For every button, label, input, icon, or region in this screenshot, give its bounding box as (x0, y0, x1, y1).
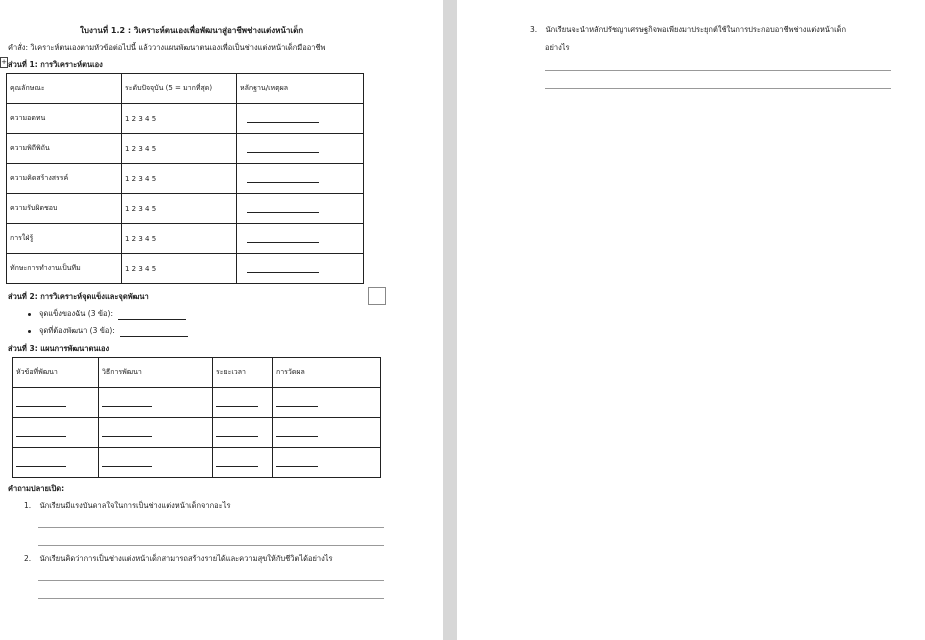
page-gap (443, 0, 457, 640)
question-3 (530, 24, 846, 36)
plan-blank[interactable] (16, 458, 66, 467)
section2-heading: ส่วนที่ 2: การวิเคราะห์จุดแข็งและจุดพัฒนา (8, 292, 149, 301)
table-row (7, 104, 364, 134)
development-plan-table (12, 357, 381, 478)
question-1 (24, 500, 231, 512)
scale-cell: 1 2 3 4 5 (122, 164, 237, 194)
table-header-cell: การวัดผล (273, 358, 381, 388)
plan-blank[interactable] (16, 398, 66, 407)
plan-cell[interactable] (273, 448, 381, 478)
table-header-cell: ระดับปัจจุบัน (5 = มากที่สุด) (122, 74, 237, 104)
question-text: นักเรียนมีแรงบันดาลใจในการเป็นช่างแต่งหน้าเด็กจากอะไร (39, 501, 231, 510)
open-questions-heading: คำถามปลายเปิด: (8, 484, 65, 493)
scale-cell: 1 2 3 4 5 (122, 224, 237, 254)
trait-cell: ความรับผิดชอบ (7, 194, 122, 224)
list-item (28, 325, 188, 337)
evidence-cell[interactable] (237, 104, 364, 134)
plan-cell[interactable] (213, 388, 273, 418)
list-item (28, 308, 186, 320)
table-move-handle-icon[interactable]: + (1, 58, 7, 66)
self-analysis-table (6, 73, 364, 284)
table-row (7, 224, 364, 254)
evidence-blank[interactable] (247, 144, 319, 153)
plan-blank[interactable] (102, 398, 152, 407)
answer-line[interactable] (38, 598, 384, 599)
plan-cell[interactable] (213, 418, 273, 448)
plan-blank[interactable] (216, 428, 258, 437)
table-row (13, 388, 381, 418)
scale-cell: 1 2 3 4 5 (122, 134, 237, 164)
table-header-row (7, 74, 364, 104)
plan-blank[interactable] (276, 428, 318, 437)
trait-cell: การใฝ่รู้ (7, 224, 122, 254)
plan-blank[interactable] (102, 458, 152, 467)
evidence-blank[interactable] (247, 204, 319, 213)
plan-cell[interactable] (13, 448, 99, 478)
question-text-continued: อย่างไร (545, 43, 570, 52)
table-row (7, 164, 364, 194)
evidence-blank[interactable] (247, 114, 319, 123)
evidence-cell[interactable] (237, 224, 364, 254)
answer-line[interactable] (38, 527, 384, 528)
scale-cell: 1 2 3 4 5 (122, 104, 237, 134)
plan-blank[interactable] (216, 398, 258, 407)
worksheet-title: ใบงานที่ 1.2 : วิเคราะห์ตนเองเพื่อพัฒนาสู่อาชีพช่างแต่งหน้าเด็ก (80, 26, 304, 35)
evidence-cell[interactable] (237, 134, 364, 164)
plan-blank[interactable] (276, 398, 318, 407)
plan-cell[interactable] (273, 388, 381, 418)
evidence-cell[interactable] (237, 164, 364, 194)
document-page-1 (0, 0, 443, 640)
question-number: 2. (24, 554, 32, 563)
plan-cell[interactable] (273, 418, 381, 448)
question-text: นักเรียนจะนำหลักปรัชญาเศรษฐกิจพอเพียงมาประยุกต์ใช้ในการประกอบอาชีพช่างแต่งหน้าเด็ก (545, 25, 847, 34)
strength-blank[interactable] (118, 311, 186, 320)
evidence-blank[interactable] (247, 234, 319, 243)
section3-heading: ส่วนที่ 3: แผนการพัฒนาตนเอง (8, 344, 110, 353)
strength-label: จุดแข็งของฉัน (3 ข้อ): (39, 309, 113, 318)
evidence-blank[interactable] (247, 174, 319, 183)
plan-blank[interactable] (216, 458, 258, 467)
trait-cell: ความอดทน (7, 104, 122, 134)
document-page-2 (457, 0, 925, 640)
evidence-cell[interactable] (237, 254, 364, 284)
table-row (13, 418, 381, 448)
bullet-icon (28, 330, 31, 333)
plan-cell[interactable] (99, 388, 213, 418)
table-header-cell: คุณลักษณะ (7, 74, 122, 104)
instruction-text: คำสั่ง: วิเคราะห์ตนเองตามหัวข้อต่อไปนี้ แล้ววางแผนพัฒนาตนเองเพื่อเป็นช่างแต่งหน้าเด็กมืออาชีพ (8, 43, 326, 52)
bullet-icon (28, 313, 31, 316)
scale-cell: 1 2 3 4 5 (122, 254, 237, 284)
plan-blank[interactable] (102, 428, 152, 437)
trait-cell: ความคิดสร้างสรรค์ (7, 164, 122, 194)
trait-cell: ความพิถีพิถัน (7, 134, 122, 164)
plan-cell[interactable] (99, 448, 213, 478)
plan-cell[interactable] (13, 388, 99, 418)
answer-line[interactable] (38, 580, 384, 581)
answer-line[interactable] (545, 88, 891, 89)
text-box-placeholder[interactable] (368, 287, 386, 305)
question-number: 1. (24, 501, 32, 510)
plan-blank[interactable] (276, 458, 318, 467)
plan-cell[interactable] (99, 418, 213, 448)
improvement-label: จุดที่ต้องพัฒนา (3 ข้อ): (39, 326, 115, 335)
plan-cell[interactable] (13, 418, 99, 448)
question-text: นักเรียนคิดว่าการเป็นช่างแต่งหน้าเด็กสามารถสร้างรายได้และความสุขให้กับชีวิตได้อย่างไร (39, 554, 333, 563)
table-header-row (13, 358, 381, 388)
evidence-blank[interactable] (247, 264, 319, 273)
evidence-cell[interactable] (237, 194, 364, 224)
table-header-cell: วิธีการพัฒนา (99, 358, 213, 388)
plan-cell[interactable] (213, 448, 273, 478)
table-header-cell: หัวข้อที่พัฒนา (13, 358, 99, 388)
answer-line[interactable] (38, 545, 384, 546)
table-row (7, 134, 364, 164)
table-row (7, 254, 364, 284)
table-header-cell: หลักฐาน/เหตุผล (237, 74, 364, 104)
scale-cell: 1 2 3 4 5 (122, 194, 237, 224)
improvement-blank[interactable] (120, 328, 188, 337)
table-row (13, 448, 381, 478)
table-header-cell: ระยะเวลา (213, 358, 273, 388)
answer-line[interactable] (545, 70, 891, 71)
section1-heading: ส่วนที่ 1: การวิเคราะห์ตนเอง (8, 60, 103, 69)
trait-cell: ทักษะการทำงานเป็นทีม (7, 254, 122, 284)
plan-blank[interactable] (16, 428, 66, 437)
question-number: 3. (530, 25, 538, 34)
question-2 (24, 553, 333, 565)
table-row (7, 194, 364, 224)
